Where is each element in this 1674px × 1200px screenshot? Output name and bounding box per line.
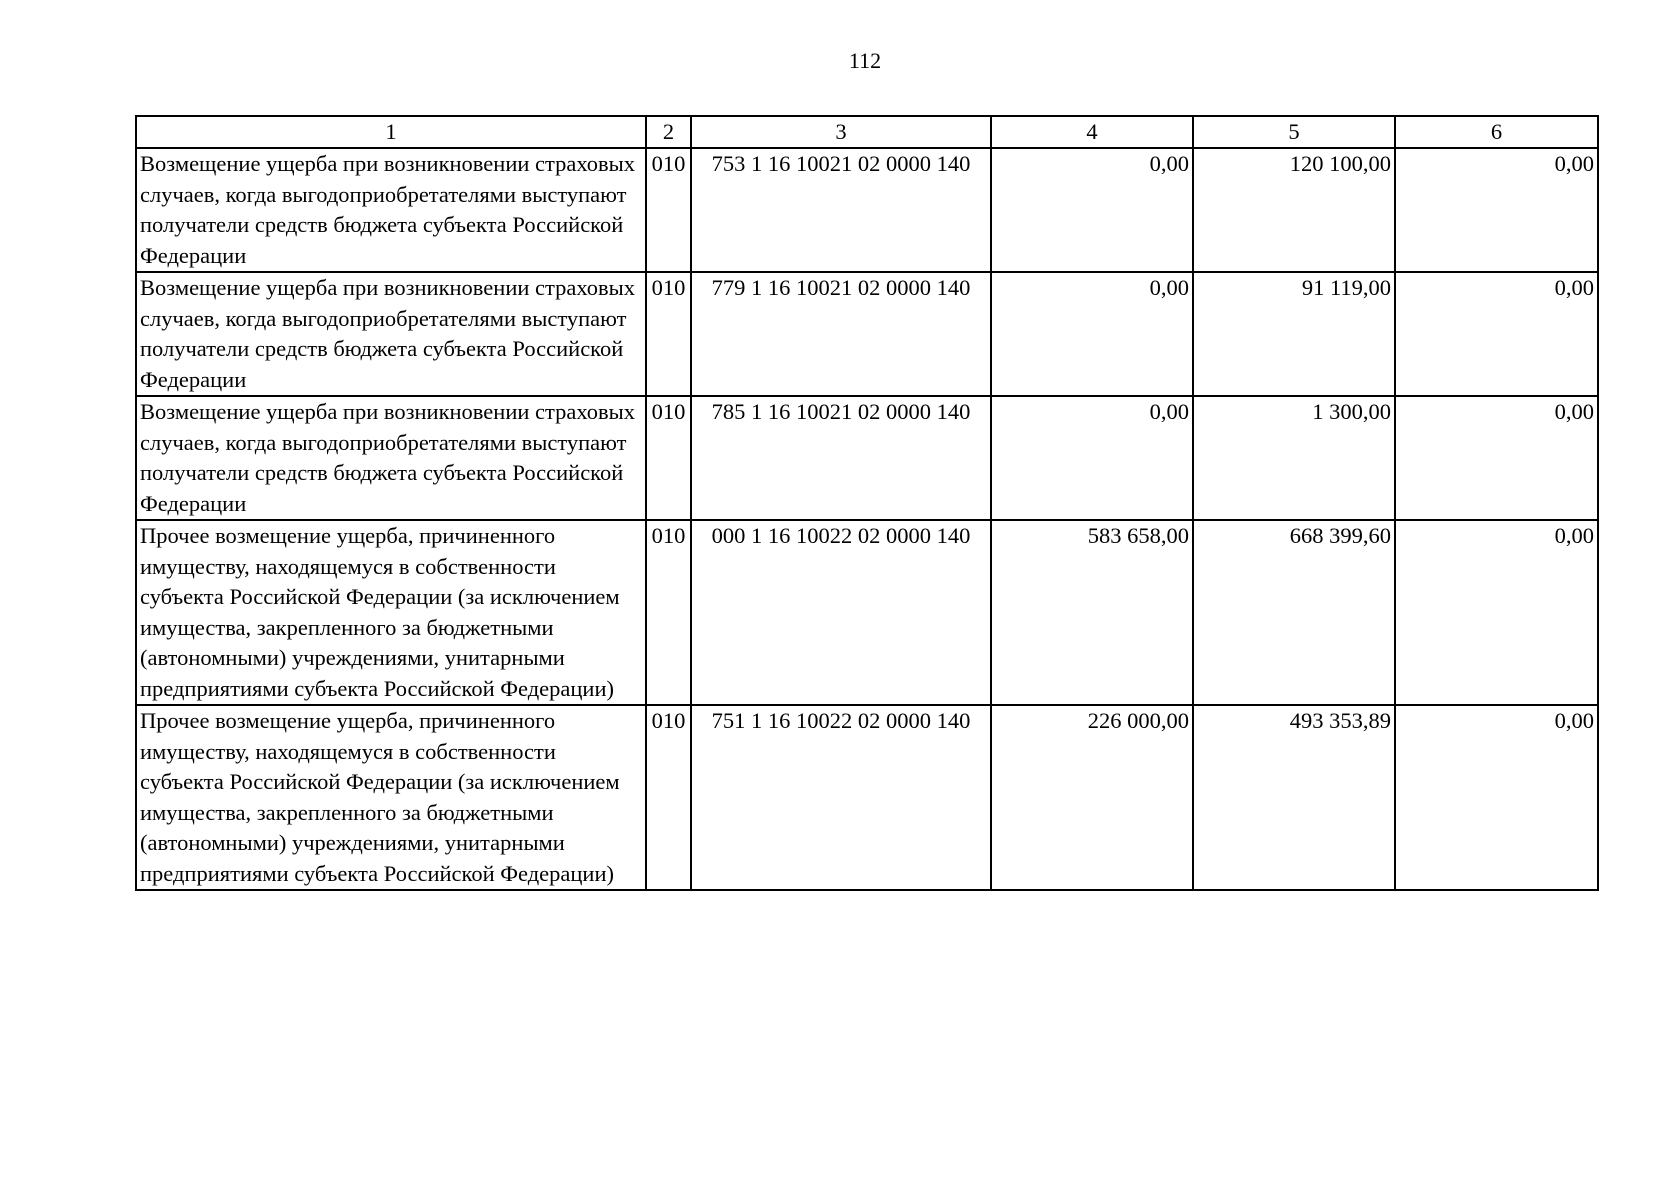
row-budget-code: 000 1 16 10022 02 0000 140 — [691, 520, 991, 705]
row-col6-value: 0,00 — [1395, 396, 1598, 520]
row-col5-value: 668 399,60 — [1193, 520, 1395, 705]
row-budget-code: 753 1 16 10021 02 0000 140 — [691, 148, 991, 272]
row-col4-value: 0,00 — [991, 148, 1193, 272]
table-header-row — [136, 116, 1598, 148]
header-col-5: 5 — [1193, 116, 1395, 148]
row-col4-value: 0,00 — [991, 272, 1193, 396]
row-name: Прочее возмещение ущерба, причиненного имуществу, находящемуся в собственности субъекта Российской Федерации (за исключением имущества, закрепленного за бюджетными (автономными) учреждениями, унитарными предприятиями субъекта Российской Федерации) — [136, 705, 646, 890]
row-budget-code: 751 1 16 10022 02 0000 140 — [691, 705, 991, 890]
header-col-6: 6 — [1395, 116, 1598, 148]
row-col6-value: 0,00 — [1395, 272, 1598, 396]
row-name: Возмещение ущерба при возникновении страховых случаев, когда выгодоприобретателями выступают получатели средств бюджета субъекта Российской Федерации — [136, 272, 646, 396]
row-line-code: 010 — [646, 705, 691, 890]
row-name: Возмещение ущерба при возникновении страховых случаев, когда выгодоприобретателями выступают получатели средств бюджета субъекта Российской Федерации — [136, 396, 646, 520]
row-col6-value: 0,00 — [1395, 148, 1598, 272]
table-row — [136, 148, 1598, 272]
row-col6-value: 0,00 — [1395, 520, 1598, 705]
row-col6-value: 0,00 — [1395, 705, 1598, 890]
row-col4-value: 0,00 — [991, 396, 1193, 520]
budget-table — [135, 115, 1599, 891]
table-row — [136, 705, 1598, 890]
row-line-code: 010 — [646, 520, 691, 705]
header-col-3: 3 — [691, 116, 991, 148]
row-col5-value: 120 100,00 — [1193, 148, 1395, 272]
row-col4-value: 583 658,00 — [991, 520, 1193, 705]
row-line-code: 010 — [646, 272, 691, 396]
row-col5-value: 493 353,89 — [1193, 705, 1395, 890]
row-budget-code: 779 1 16 10021 02 0000 140 — [691, 272, 991, 396]
row-col5-value: 91 119,00 — [1193, 272, 1395, 396]
table-row — [136, 520, 1598, 705]
header-col-4: 4 — [991, 116, 1193, 148]
row-line-code: 010 — [646, 148, 691, 272]
table-row — [136, 272, 1598, 396]
header-col-2: 2 — [646, 116, 691, 148]
row-name: Возмещение ущерба при возникновении страховых случаев, когда выгодоприобретателями выступают получатели средств бюджета субъекта Российской Федерации — [136, 148, 646, 272]
row-col4-value: 226 000,00 — [991, 705, 1193, 890]
row-line-code: 010 — [646, 396, 691, 520]
header-col-1: 1 — [136, 116, 646, 148]
row-col5-value: 1 300,00 — [1193, 396, 1395, 520]
table-row — [136, 396, 1598, 520]
row-name: Прочее возмещение ущерба, причиненного имуществу, находящемуся в собственности субъекта Российской Федерации (за исключением имущества, закрепленного за бюджетными (автономными) учреждениями, унитарными предприятиями субъекта Российской Федерации) — [136, 520, 646, 705]
page-number: 112 — [848, 48, 882, 73]
row-budget-code: 785 1 16 10021 02 0000 140 — [691, 396, 991, 520]
